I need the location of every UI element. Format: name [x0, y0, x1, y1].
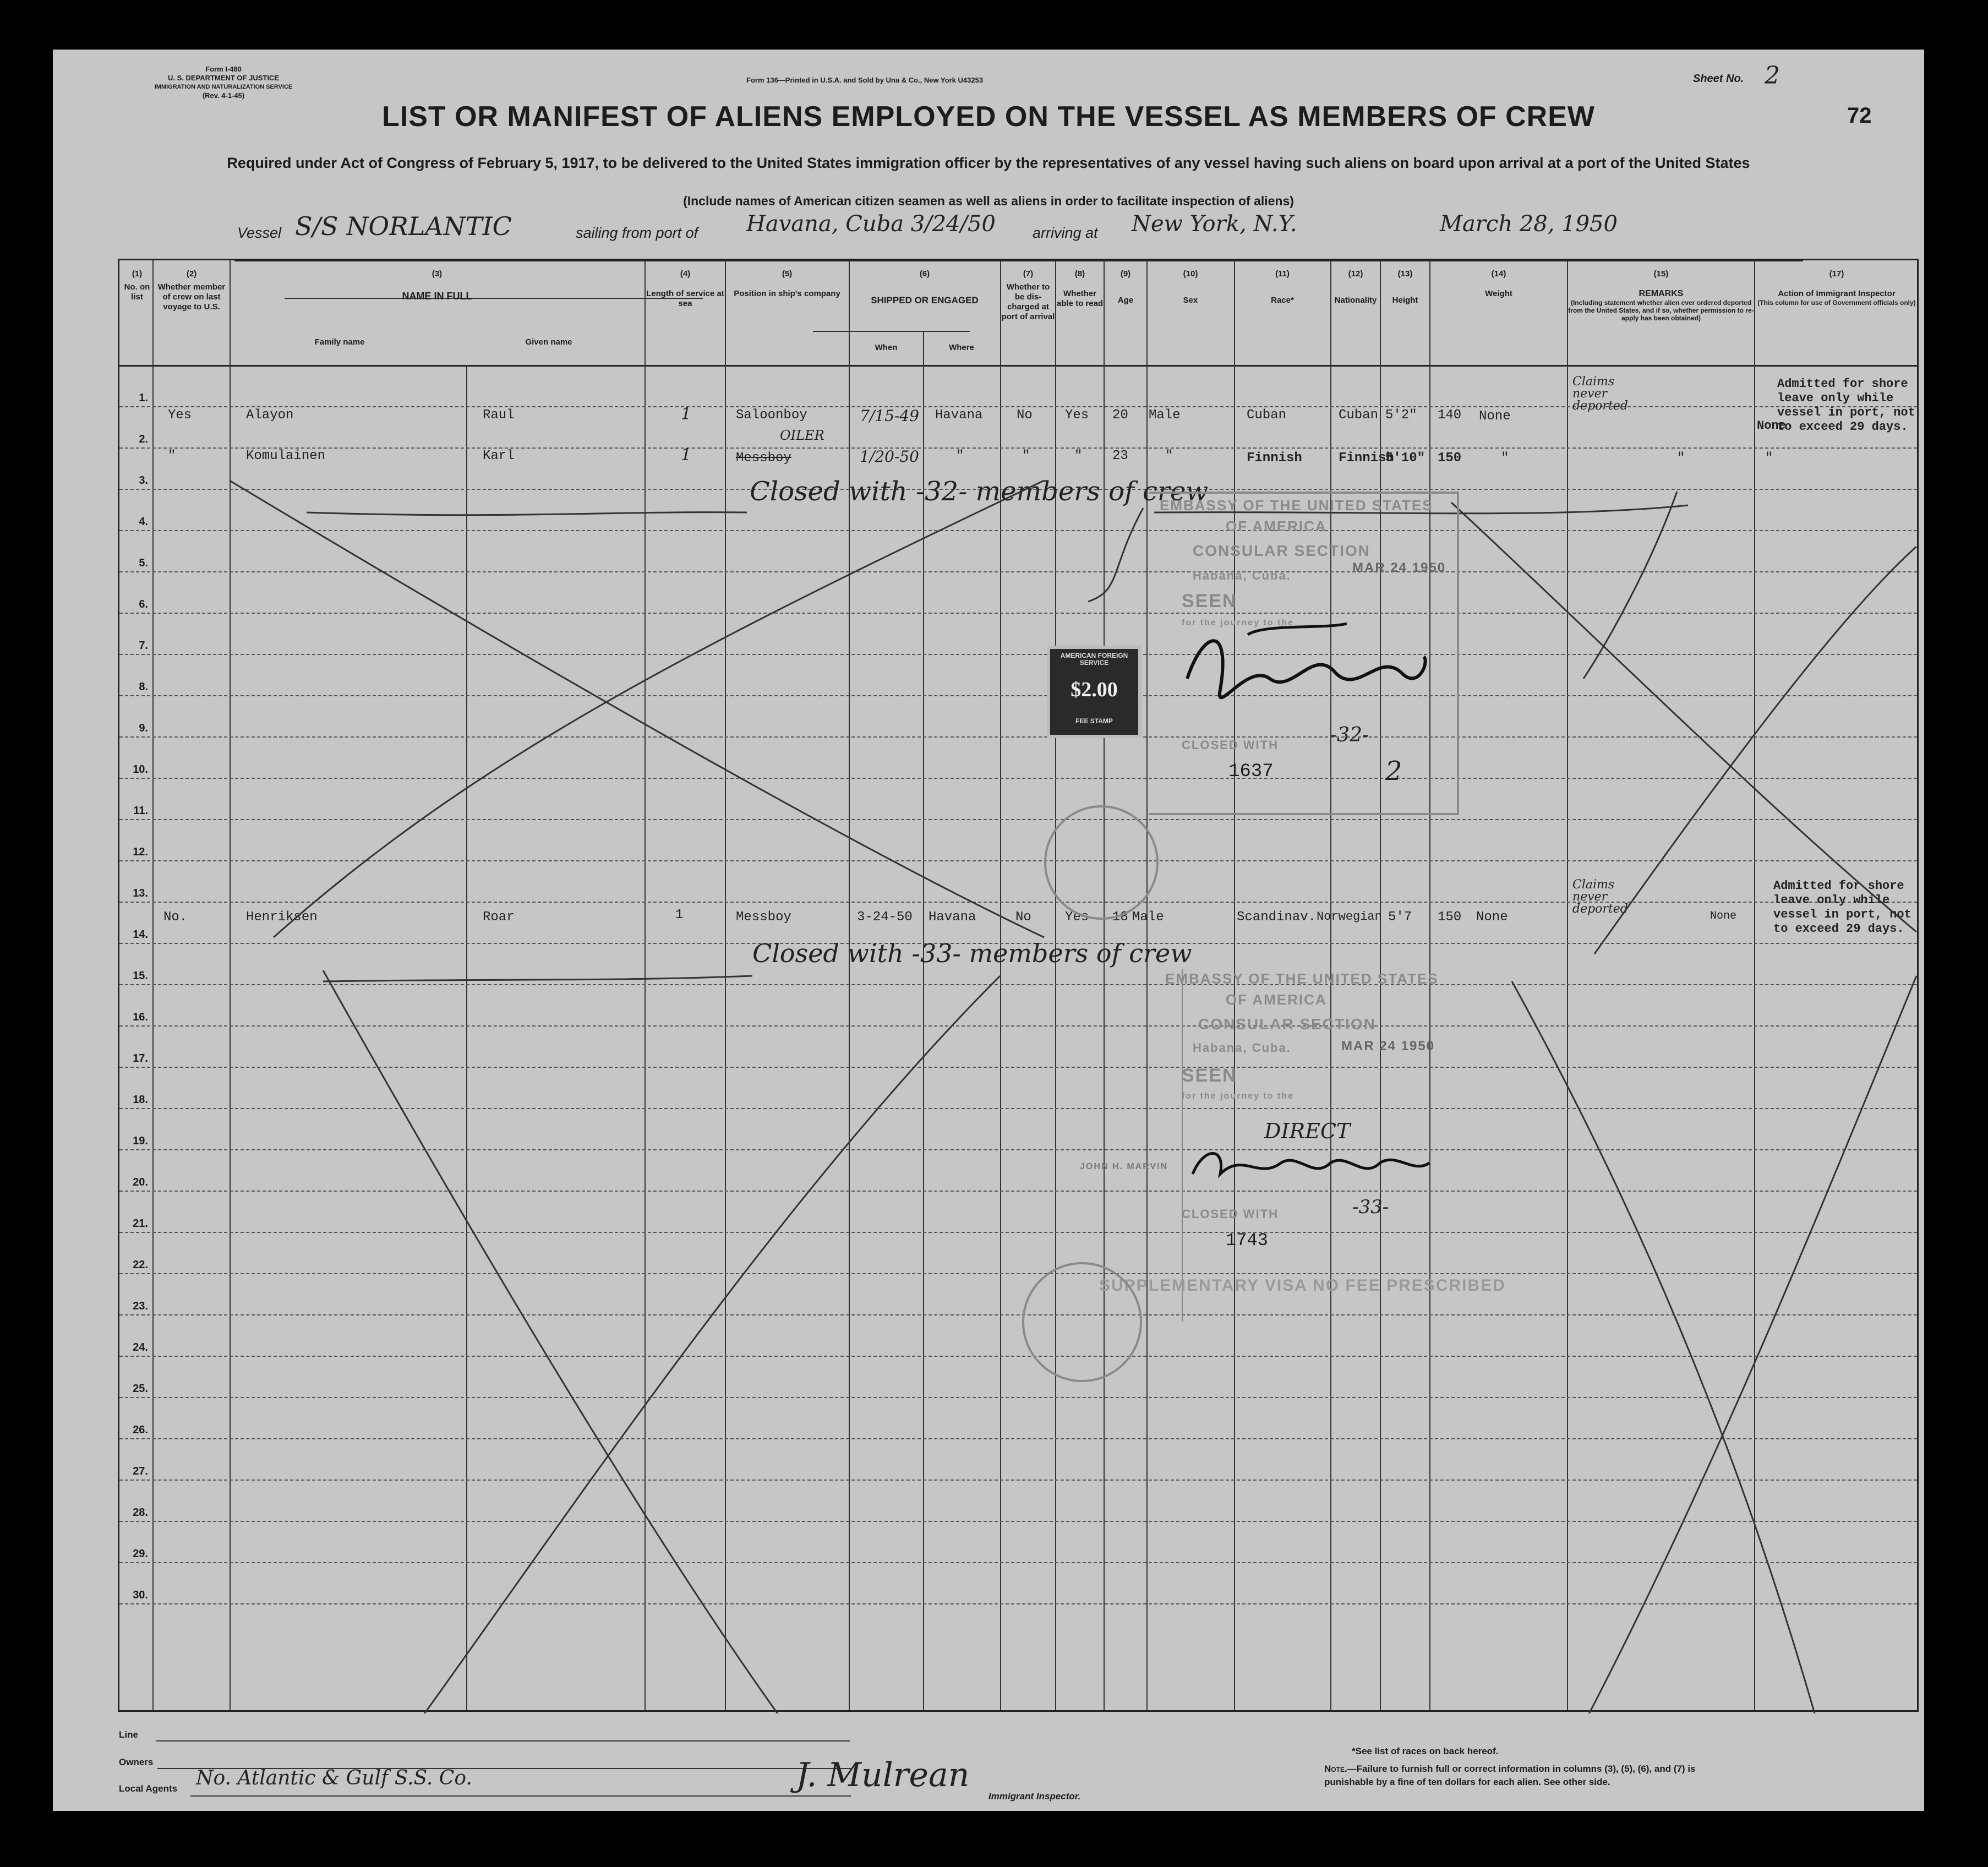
- col-3-header: (3) NAME IN FULL: [402, 269, 472, 302]
- row13-claims-note: Claims never deported: [1572, 878, 1628, 916]
- sailing-port: Havana, Cuba 3/24/50: [746, 211, 996, 237]
- row-number: 29.: [133, 1548, 148, 1560]
- col-13-header: (13) Height: [1392, 269, 1418, 305]
- owners-label: Owners: [119, 1757, 154, 1767]
- form-id-block: [141, 65, 306, 100]
- cross-stroke: [417, 976, 1000, 1713]
- where-subheader: Where: [949, 343, 974, 352]
- stamp2-service-no: 1743: [1226, 1230, 1268, 1251]
- row13-discharged: No: [1015, 910, 1031, 925]
- row13-action: Admitted for shore leave only while vessel in port, not to exceed 29 days.: [1773, 879, 1911, 936]
- stamp1-fee-no: 2: [1385, 756, 1402, 787]
- row-number: 18.: [133, 1094, 148, 1106]
- agents-value: No. Atlantic & Gulf S.S. Co.: [196, 1767, 472, 1789]
- agents-label: Local Agents: [119, 1783, 178, 1794]
- stamp2-line1: EMBASSY OF THE UNITED STATES: [1165, 970, 1439, 987]
- row1-age: 20: [1112, 408, 1128, 423]
- consular-seal-2: [1022, 1262, 1142, 1382]
- penalty-note: Note.—Failure to furnish full or correct information in columns (3), (5), (6), and (7) is punishable by a fine of ten dollars for each alien. See other side.: [1324, 1764, 1696, 1787]
- row2-where: ": [956, 449, 964, 463]
- stamp1-seen: SEEN: [1182, 591, 1237, 612]
- row13-last-voyage: No.: [163, 910, 188, 925]
- row2-service: 1: [681, 445, 692, 465]
- include-note: (Include names of American citizen seamen as well as aliens in order to facilitate inspection of aliens): [683, 194, 1294, 208]
- row-number: 27.: [133, 1465, 148, 1477]
- stamp1-line1: EMBASSY OF THE UNITED STATES: [1160, 497, 1433, 514]
- row1-service: 1: [681, 405, 692, 424]
- row1-action: Admitted for shore leave only while vessel in port, not to exceed 29 days.: [1777, 377, 1915, 434]
- line-underline: [156, 1740, 850, 1742]
- consul-signature-1: [1182, 613, 1435, 723]
- stamp2-supplementary: SUPPLEMENTARY VISA NO FEE PRESCRIBED: [1099, 1276, 1506, 1295]
- when-subheader: When: [875, 343, 898, 352]
- row1-where: Havana: [935, 408, 983, 423]
- row1-when: 7/15-49: [860, 407, 919, 425]
- row13-sex: Male: [1132, 910, 1164, 925]
- form-number: Form I-480: [205, 65, 242, 73]
- row-number: 25.: [133, 1383, 148, 1395]
- row-number: 23.: [133, 1300, 148, 1312]
- row-number: 30.: [133, 1589, 148, 1601]
- fee-stamp: [1047, 646, 1142, 738]
- col-5-header: (5) Position in ship's company: [734, 269, 840, 298]
- dash-stroke: [307, 512, 747, 515]
- row-number: 15.: [133, 970, 148, 982]
- row2-position: Messboy: [736, 451, 791, 466]
- stamp1-line2: OF AMERICA: [1226, 518, 1327, 534]
- stamp2-city: Habana, Cuba.: [1193, 1041, 1291, 1055]
- row2-weight: 150: [1438, 451, 1462, 466]
- row13-given-name: Roar: [483, 910, 515, 925]
- stamp1-date: MAR 24 1950: [1352, 560, 1446, 575]
- line-label: Line: [119, 1729, 138, 1740]
- check-stroke: [1583, 492, 1677, 679]
- row13-marks: None: [1476, 910, 1508, 925]
- row13-height: 5'7: [1388, 910, 1412, 925]
- crew-manifest-table: [118, 259, 1919, 1712]
- row-number: 20.: [133, 1176, 148, 1188]
- row-number: 12.: [133, 846, 148, 858]
- row2-height: 5'10": [1385, 451, 1426, 466]
- stamp1-closed-no: -32-: [1330, 724, 1369, 746]
- fee-stamp-bottom: FEE STAMP: [1075, 717, 1113, 725]
- row13-where: Havana: [929, 910, 976, 925]
- dash-stroke: [323, 976, 752, 981]
- agents-underline: [190, 1795, 851, 1797]
- row13-position: Messboy: [736, 910, 791, 925]
- row1-claims-note: Claims never deported: [1572, 375, 1628, 413]
- col-11-header: (11) Race*: [1271, 269, 1294, 305]
- sheet-no-label: Sheet No.: [1693, 73, 1744, 85]
- col-4-header: (4) Length of service at sea: [646, 269, 724, 308]
- arriving-label: arriving at: [1033, 225, 1098, 241]
- col-2-header: (2) Whether member of crew on last voyage to U.S.: [157, 269, 226, 312]
- stamp1-service-no: 1637: [1228, 761, 1274, 782]
- row1-race: Cuban: [1247, 408, 1287, 423]
- row2-sex: ": [1165, 449, 1173, 463]
- row13-age: 18: [1112, 910, 1128, 925]
- col-7-header: (7) Whether to be dis- charged at port of arrival: [1001, 269, 1055, 321]
- sailing-label: sailing from port of: [576, 225, 698, 241]
- service-name: IMMIGRATION AND NATURALIZATION SERVICE: [154, 84, 293, 90]
- sheet-no-value: 2: [1765, 62, 1780, 90]
- fee-stamp-value: $2.00: [1071, 678, 1118, 701]
- row1-read: Yes: [1065, 408, 1089, 423]
- row2-when: 1/20-50: [860, 447, 919, 466]
- row1-sex: Male: [1149, 408, 1181, 423]
- stamp1-line3: CONSULAR SECTION: [1193, 542, 1370, 559]
- row-number: 1.: [139, 392, 148, 404]
- row-number: 14.: [133, 929, 148, 941]
- page-number: 72: [1847, 103, 1872, 128]
- row13-when: 3-24-50: [857, 910, 913, 925]
- printer-line: Form 136—Printed in U.S.A. and Sold by Una & Co., New York U43253: [746, 76, 984, 84]
- row2-marks: ": [1501, 451, 1509, 466]
- row-number: 28.: [133, 1506, 148, 1519]
- col-1-header: (1) No. on list: [124, 269, 150, 302]
- row-number: 22.: [133, 1259, 148, 1271]
- given-name-subheader: Given name: [525, 337, 572, 347]
- cross-stroke: [1594, 547, 1916, 954]
- stamp2-consul-name: JOHN H. MARVIN: [1080, 1162, 1168, 1171]
- row13-nationality: Norwegian: [1317, 910, 1382, 924]
- vessel-label: Vessel: [237, 225, 282, 241]
- family-name-subheader: Family name: [314, 337, 365, 347]
- stamp1-city: Habana, Cuba.: [1193, 569, 1291, 582]
- row13-remarks: None: [1710, 910, 1737, 922]
- row2-given-name: Karl: [483, 449, 515, 463]
- cross-stroke: [274, 481, 1044, 937]
- row1-height: 5'2": [1385, 408, 1417, 423]
- row13-family-name: Henriksen: [246, 910, 318, 925]
- arrival-date: March 28, 1950: [1440, 211, 1618, 237]
- department: U. S. DEPARTMENT OF JUSTICE: [168, 74, 279, 82]
- col-15-header: (15) REMARKS (Including statement whether alien ever ordered deported from the United States, and if so, whether permission to re-apply has been obtained): [1568, 269, 1754, 322]
- col-9-header: (9) Age: [1117, 269, 1134, 305]
- inspector-label: Immigrant Inspector.: [988, 1791, 1081, 1802]
- row-number: 21.: [133, 1218, 148, 1230]
- stamp2-direct: DIRECT: [1264, 1119, 1351, 1143]
- col-14-header: (14) Weight: [1485, 269, 1512, 298]
- row-number: 7.: [139, 640, 148, 652]
- row13-service: 1: [675, 908, 684, 922]
- col-10-header: (10) Sex: [1183, 269, 1198, 305]
- row1-family-name: Alayon: [246, 408, 294, 423]
- cross-stroke: [1512, 981, 1853, 1713]
- row1-position: Saloonboy: [736, 408, 807, 423]
- revision: (Rev. 4-1-45): [202, 91, 245, 100]
- row1-last-voyage: Yes: [168, 408, 192, 423]
- row-number: 24.: [133, 1341, 148, 1353]
- row-number: 19.: [133, 1135, 148, 1147]
- row2-discharged: ": [1022, 449, 1030, 463]
- cross-out-marks: [119, 260, 1920, 1713]
- consular-seal-1: [1044, 805, 1159, 920]
- row2-age: 23: [1112, 449, 1128, 463]
- stamp2-line3: CONSULAR SECTION: [1198, 1016, 1376, 1033]
- col-12-header: (12) Nationality: [1334, 269, 1377, 305]
- row13-read: Yes: [1065, 910, 1089, 925]
- stamp2-closed-no: -33-: [1352, 1196, 1389, 1218]
- row-number: 26.: [133, 1424, 148, 1436]
- stamp2-date: MAR 24 1950: [1341, 1039, 1435, 1053]
- row-number: 3.: [139, 474, 148, 487]
- col-8-header: (8) Whether able to read: [1056, 269, 1104, 308]
- row-number: 10.: [133, 763, 148, 776]
- row-number: 2.: [139, 433, 148, 445]
- row2-remarks: ": [1677, 451, 1685, 466]
- races-note: *See list of races on back hereof.: [1352, 1746, 1499, 1756]
- document-title: LIST OR MANIFEST OF ALIENS EMPLOYED ON THE VESSEL AS MEMBERS OF CREW: [382, 101, 1595, 133]
- row1-given-name: Raul: [483, 408, 515, 423]
- row13-weight: 150: [1438, 910, 1462, 925]
- row2-nationality: Finnish: [1339, 451, 1394, 466]
- cross-stroke: [1088, 508, 1143, 602]
- row2-last-voyage: ": [168, 449, 176, 463]
- row-number: 4.: [139, 516, 148, 528]
- col-6-header: (6) SHIPPED OR ENGAGED: [871, 269, 979, 305]
- row2-position-correction: OILER: [780, 428, 824, 443]
- arrival-port: New York, N.Y.: [1132, 211, 1297, 237]
- row1-discharged: No: [1017, 408, 1033, 423]
- row-number: 5.: [139, 557, 148, 569]
- row2-action: ": [1765, 451, 1773, 466]
- stamp2-line2: OF AMERICA: [1226, 991, 1327, 1008]
- stamp2-seen: SEEN: [1182, 1065, 1237, 1086]
- vessel-name: S/S NORLANTIC: [295, 211, 512, 241]
- stamp1-journey: for the journey to the: [1182, 618, 1294, 627]
- row1-weight: 140: [1438, 408, 1462, 423]
- manifest-sheet: [53, 50, 1924, 1811]
- row13-race: Scandinav.: [1237, 910, 1317, 925]
- cross-stroke: [323, 970, 785, 1713]
- row2-race: Finnish: [1247, 451, 1302, 466]
- cross-stroke: [230, 481, 1044, 937]
- stamp2-closed: CLOSED WITH: [1182, 1207, 1279, 1221]
- row-number: 8.: [139, 681, 148, 693]
- requirement-text: Required under Act of Congress of February 5, 1917, to be delivered to the United States immigration officer by the representatives of any vessel having such aliens on board upon arrival at a port of the United States: [227, 155, 1750, 171]
- cross-stroke: [1451, 503, 1916, 932]
- fee-stamp-top: AMERICAN FOREIGN SERVICE: [1060, 652, 1128, 667]
- row2-read: ": [1074, 449, 1083, 463]
- closed-note-1: Closed with -32- members of crew: [750, 476, 1209, 507]
- closed-note-2: Closed with -33- members of crew: [752, 938, 1192, 968]
- row-number: 13.: [133, 887, 148, 899]
- cross-stroke: [1583, 976, 1916, 1713]
- stamp1-closed: CLOSED WITH: [1182, 738, 1279, 752]
- row1-marks: None: [1479, 409, 1511, 424]
- row-number: 11.: [133, 805, 148, 817]
- consul-signature-2: [1182, 1141, 1435, 1191]
- row-number: 6.: [139, 598, 148, 610]
- row-number: 17.: [133, 1052, 148, 1064]
- row2-family-name: Komulainen: [246, 449, 326, 463]
- stamp2-journey: for the journey to the: [1182, 1091, 1294, 1101]
- row1-remarks: None: [1757, 419, 1786, 433]
- inspector-signature: J. Mulrean: [796, 1756, 970, 1794]
- row1-nationality: Cuban: [1339, 408, 1379, 423]
- row-number: 16.: [133, 1011, 148, 1023]
- row-number: 9.: [139, 722, 148, 734]
- col-16-header: (17) Action of Immigrant Inspector (This column for use of Government officials only): [1757, 269, 1916, 307]
